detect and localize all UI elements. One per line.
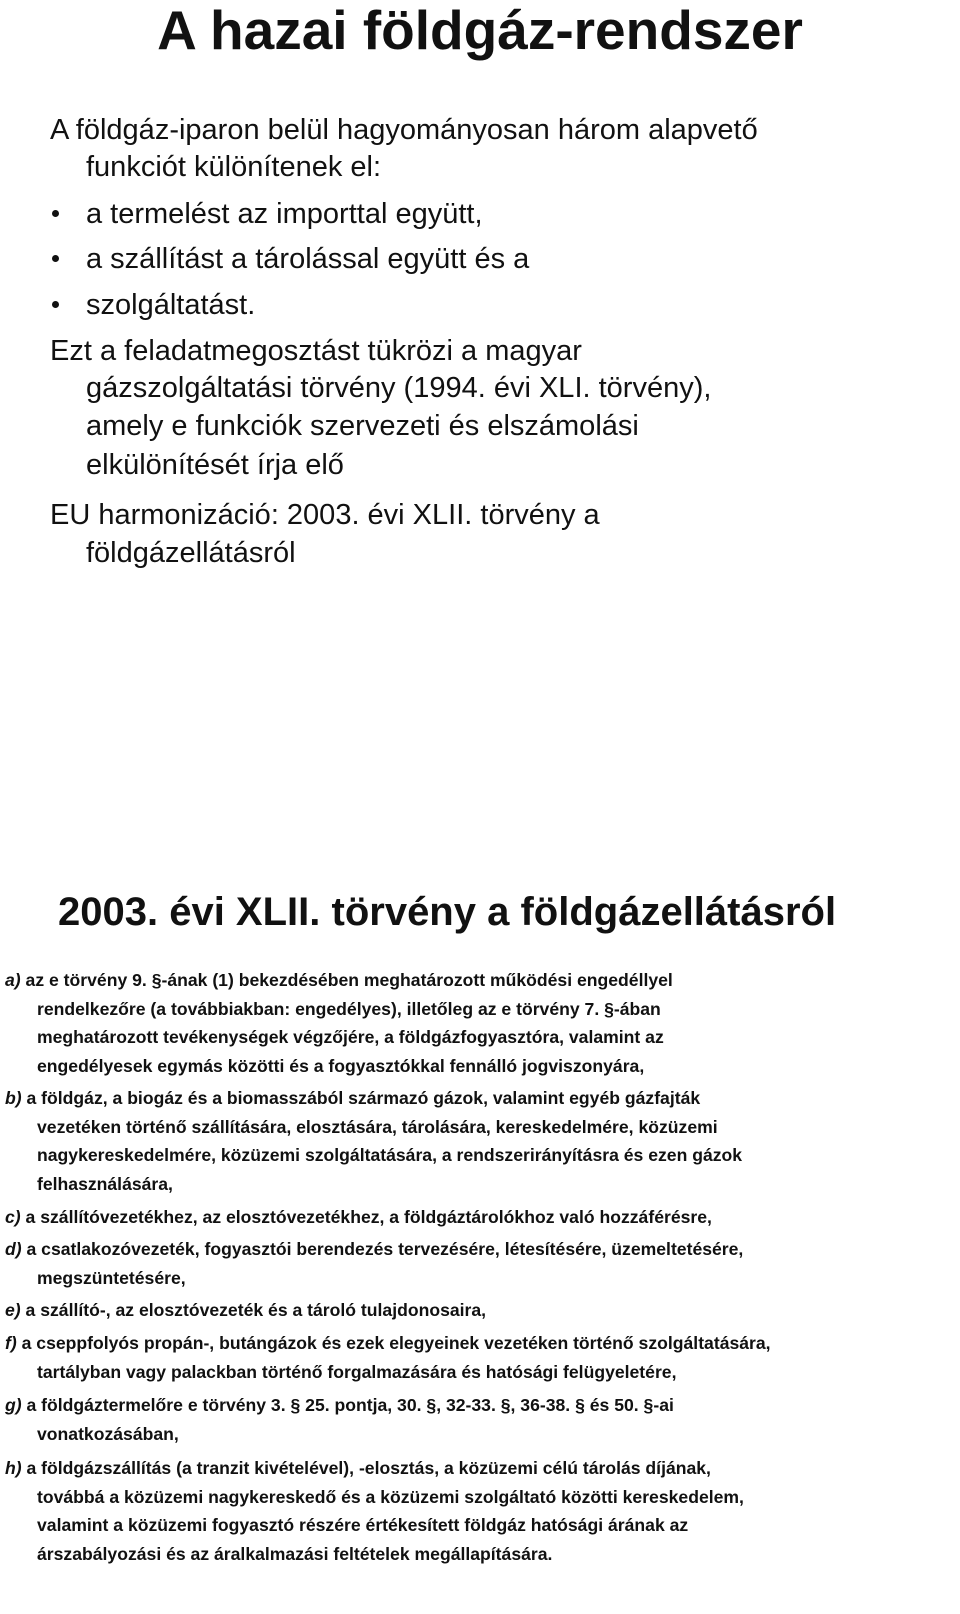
item-text: felhasználására,	[37, 1173, 173, 1194]
intro-line-2: funkciót különítenek el:	[86, 151, 382, 183]
list-item-e	[5, 1296, 955, 1325]
list-item-g	[5, 1391, 955, 1448]
list-item-f	[5, 1329, 955, 1386]
item-text: a szállítóvezetékhez, az elosztóvezetékhez, a földgáztárolókhoz való hozzáférésre,	[20, 1207, 712, 1227]
item-text: meghatározott tevékenységek végzőjére, a földgázfogyasztóra, valamint az	[37, 1027, 664, 1048]
item-text: a földgáztermelőre e törvény 3. § 25. pontja, 30. §, 32-33. §, 36-38. § és 50. §-ai	[21, 1395, 674, 1415]
item-marker: h)	[5, 1458, 22, 1478]
item-text: a földgázszállítás (a tranzit kivételével), -elosztás, a közüzemi célú tárolás díjának,	[21, 1458, 711, 1478]
eu-line-1: EU harmonizáció: 2003. évi XLII. törvény a	[50, 499, 600, 531]
item-text: a földgáz, a biogáz és a biomasszából származó gázok, valamint egyéb gázfajták	[21, 1088, 701, 1108]
item-text: engedélyesek egymás közötti és a fogyasztókkal fennálló jogviszonyára,	[37, 1055, 645, 1076]
item-text: tartályban vagy palackban történő forgalmazására és hatósági felügyeletére,	[37, 1361, 677, 1382]
intro-line-1: A földgáz-iparon belül hagyományosan három alapvető	[50, 114, 758, 146]
item-text: a cseppfolyós propán-, butángázok és ezek elegyeinek vezetéken történő szolgáltatására,	[16, 1333, 771, 1353]
item-text: vezetéken történő szállítására, elosztására, tárolására, kereskedelmére, közüzemi	[37, 1116, 718, 1137]
bullet-icon	[52, 301, 59, 308]
paragraph-line-3: amely e funkciók szervezeti és elszámolási	[86, 410, 639, 442]
slide-heading: 2003. évi XLII. törvény a földgázellátásról	[58, 890, 837, 934]
item-text: rendelkezőre (a továbbiakban: engedélyes), illetőleg az e törvény 7. §-ában	[37, 998, 661, 1019]
list-item-h	[5, 1454, 955, 1568]
item-marker: d)	[5, 1239, 22, 1259]
slide-title: A hazai földgáz-rendszer	[157, 0, 803, 61]
list-item-b	[5, 1084, 955, 1198]
item-marker: e)	[5, 1300, 21, 1320]
item-text: megszüntetésére,	[37, 1267, 186, 1288]
item-text: árszabályozási és az áralkalmazási feltételek megállapítására.	[37, 1543, 553, 1564]
item-text: valamint a közüzemi fogyasztó részére értékesített földgáz hatósági árának az	[37, 1515, 689, 1536]
bullet-item-1: a termelést az importtal együtt,	[86, 198, 483, 230]
bullet-item-3: szolgáltatást.	[86, 289, 256, 321]
item-marker: c)	[5, 1207, 21, 1227]
item-marker: b)	[5, 1088, 22, 1108]
item-text: vonatkozásában,	[37, 1423, 179, 1444]
list-item-d	[5, 1235, 955, 1292]
item-marker: g)	[5, 1395, 22, 1415]
item-text: a szállító-, az elosztóvezeték és a tároló tulajdonosaira,	[20, 1300, 487, 1320]
item-text: a csatlakozóvezeték, fogyasztói berendezés tervezésére, létesítésére, üzemeltetésére,	[21, 1239, 744, 1259]
paragraph-line-4: elkülönítését írja elő	[86, 449, 344, 481]
item-text: az e törvény 9. §-ának (1) bekezdésében meghatározott működési engedéllyel	[20, 970, 673, 990]
item-text: továbbá a közüzemi nagykereskedő és a közüzemi szolgáltató közötti kereskedelem,	[37, 1486, 744, 1507]
bullet-icon	[52, 210, 59, 217]
paragraph-line-2: gázszolgáltatási törvény (1994. évi XLI. törvény),	[86, 372, 712, 404]
list-item-a	[5, 966, 955, 1080]
item-marker: a)	[5, 970, 21, 990]
eu-line-2: földgázellátásról	[86, 537, 296, 569]
item-text: nagykereskedelmére, közüzemi szolgáltatására, a rendszerirányításra és ezen gázok	[37, 1145, 743, 1166]
paragraph-line-1: Ezt a feladatmegosztást tükrözi a magyar	[50, 335, 582, 367]
item-marker: f)	[5, 1333, 17, 1353]
list-item-c	[5, 1203, 955, 1232]
bullet-item-2: a szállítást a tárolással együtt és a	[86, 243, 530, 275]
bullet-icon	[52, 255, 59, 262]
